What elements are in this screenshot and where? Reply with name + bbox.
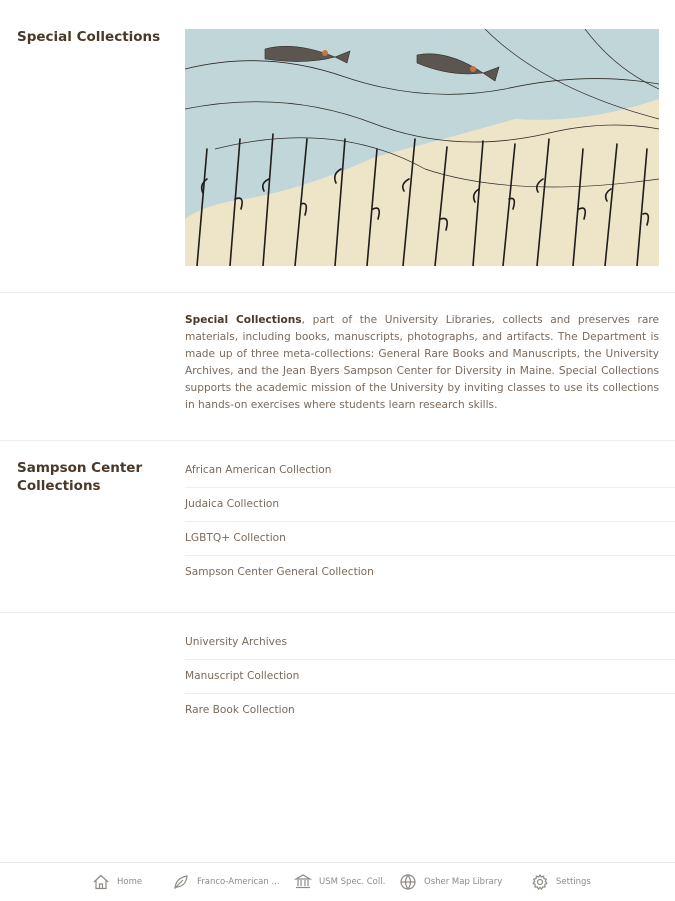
home-icon <box>92 873 110 891</box>
sampson-title: Sampson Center Collections <box>17 460 143 494</box>
tab-usm-spec-coll[interactable] <box>294 863 385 901</box>
sampson-list <box>185 454 675 589</box>
tab-settings-label: Settings <box>556 877 591 887</box>
hero-image <box>185 29 659 266</box>
list-item-lgbtq[interactable]: LGBTQ+ Collection <box>185 522 675 556</box>
tab-franco-american[interactable] <box>172 863 280 901</box>
list-item-manuscript[interactable]: Manuscript Collection <box>185 660 675 694</box>
list-item-african-american[interactable]: African American Collection <box>185 454 675 488</box>
tab-osher-map-library-label: Osher Map Library <box>424 877 503 887</box>
list-item-judaica[interactable]: Judaica Collection <box>185 488 675 522</box>
tab-settings[interactable] <box>531 863 591 901</box>
other-collections-section <box>0 612 675 733</box>
page-title: Special Collections <box>17 29 161 45</box>
sampson-section <box>0 440 675 613</box>
leaf-icon <box>172 873 190 891</box>
tab-home-label: Home <box>117 877 143 887</box>
intro-paragraph <box>185 312 659 414</box>
list-item-sampson-general[interactable]: Sampson Center General Collection <box>185 566 374 578</box>
tab-usm-spec-coll-label: USM Spec. Coll. <box>319 877 386 887</box>
list-item-university-archives[interactable]: University Archives <box>185 626 675 660</box>
globe-icon <box>399 873 417 891</box>
other-collections-list <box>185 626 675 727</box>
gear-icon <box>531 873 549 891</box>
tab-osher-map-library[interactable] <box>399 863 502 901</box>
bottom-tab-bar <box>0 862 675 901</box>
special-collections-section <box>0 0 675 292</box>
intro-lead: Special Collections <box>185 314 302 326</box>
list-item-rare-book[interactable]: Rare Book Collection <box>185 704 295 716</box>
tab-home[interactable] <box>92 863 142 901</box>
institution-icon <box>294 873 312 891</box>
intro-text: , part of the University Libraries, collects and preserves rare materials, including books, manuscripts, photographs, and artifacts. The Department is made up of three meta-collections: General Rare Books and Manuscripts, the University Archives, and the Jean Byers Sampson Center for Diversity in Maine. Special Collections supports the academic mission of the University by inviting classes to use its collections in hands-on exercises where students learn research skills. <box>185 314 659 411</box>
tab-franco-american-label: Franco-American ... <box>197 877 280 887</box>
